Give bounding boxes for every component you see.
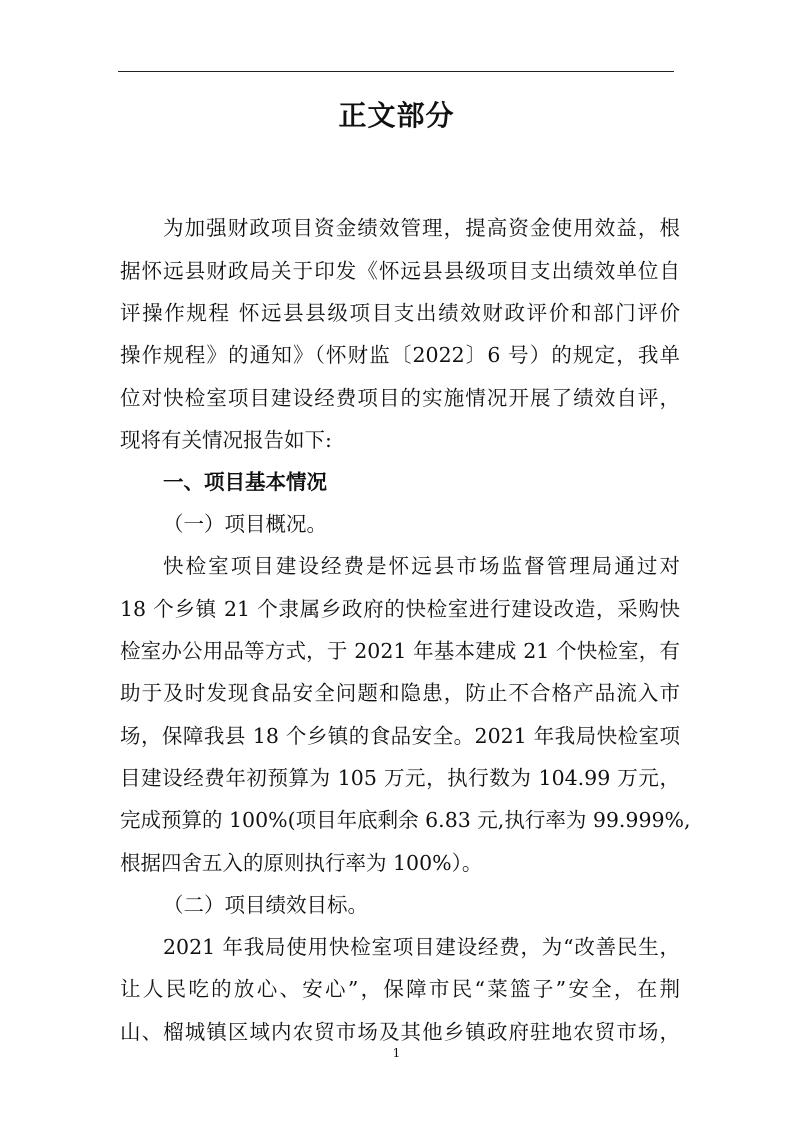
page-number: 1 [392,1046,401,1060]
paragraph-line: 山、榴城镇区域内农贸市场及其他乡镇政府驻地农贸市场， [120,1020,680,1044]
paragraph-line: 根据四舍五入的原则执行率为 100%）。 [120,851,483,875]
page-title: 正文部分 [338,99,455,132]
paragraph-line: 助于及时发现食品安全问题和隐患，防止不合格产品流入市 [120,681,680,705]
paragraph-line: 18 个乡镇 21 个隶属乡政府的快检室进行建设改造，采购快 [120,597,680,621]
section-heading: 一、项目基本情况 [163,470,327,494]
paragraph-line: 位对快检室项目建设经费项目的实施情况开展了绩效自评， [120,386,680,410]
paragraph-line: 操作规程》的通知》（怀财监〔2022〕6 号）的规定，我单 [120,343,680,367]
paragraph-line: 2021 年我局使用快检室项目建设经费，为“改善民生， [163,935,680,959]
paragraph-line: 据怀远县财政局关于印发《怀远县县级项目支出绩效单位自 [120,259,680,283]
header-rule [118,71,674,72]
paragraph-line: 现将有关情况报告如下: [120,428,332,452]
paragraph-line: 目建设经费年初预算为 105 万元，执行数为 104.99 万元， [120,766,680,790]
subsection-heading: （一）项目概况。 [163,512,327,536]
paragraph-line: 为加强财政项目资金绩效管理，提高资金使用效益，根 [163,216,680,240]
subsection-heading: （二）项目绩效目标。 [163,893,368,917]
paragraph-line: 快检室项目建设经费是怀远县市场监督管理局通过对 [163,554,680,578]
paragraph-line: 评操作规程 怀远县县级项目支出绩效财政评价和部门评价 [120,301,680,325]
paragraph-line: 场，保障我县 18 个乡镇的食品安全。2021 年我局快检室项 [120,724,680,748]
paragraph-line: 让人民吃的放心、安心”，保障市民“菜篮子”安全，在荆 [120,977,680,1001]
paragraph-line: 检室办公用品等方式，于 2021 年基本建成 21 个快检室，有 [120,639,680,663]
paragraph-line: 完成预算的 100%(项目年底剩余 6.83 元,执行率为 99.999%, [120,808,691,832]
